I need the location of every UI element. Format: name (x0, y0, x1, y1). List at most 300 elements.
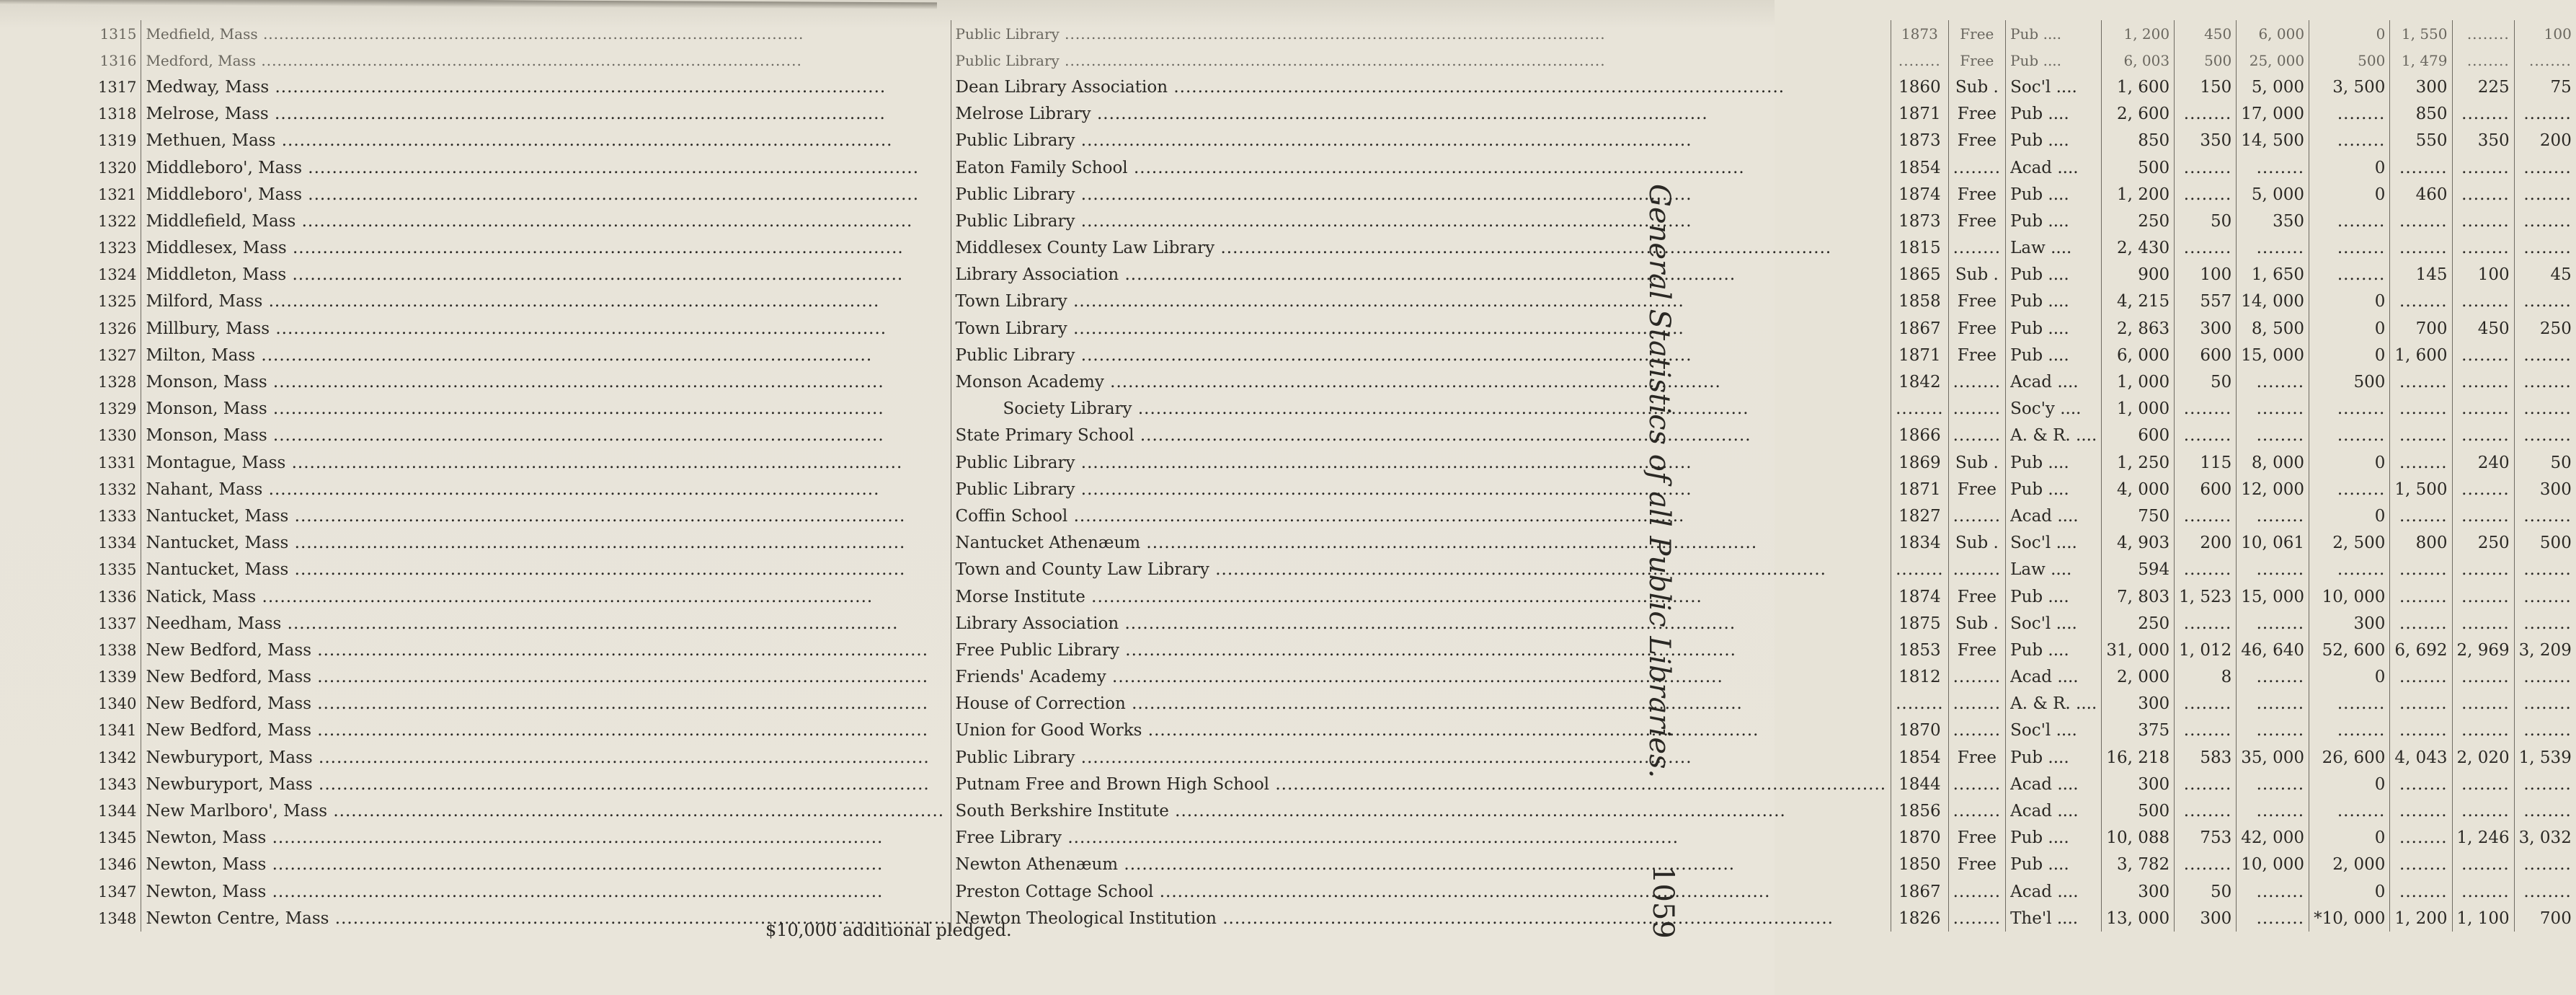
row-number: 1324 (94, 262, 141, 288)
books-cell: 2, 969 (2452, 637, 2514, 663)
value-cell (2237, 396, 2309, 423)
table-row (94, 396, 2576, 423)
page-top-edge (0, 0, 937, 9)
expenditure-cell (2390, 610, 2452, 637)
value-cell: 14, 000 (2237, 288, 2309, 315)
empty-cell-dots (2399, 828, 2448, 847)
leader-dots: .... (2043, 185, 2069, 204)
pamphlets-cell (2175, 181, 2237, 208)
library-name-cell: Coffin School ..... (951, 503, 1891, 529)
empty-cell-dots (2257, 721, 2305, 740)
books-cell (2452, 878, 2514, 905)
class-cell: Soc'l .... (2006, 610, 2102, 637)
empty-cell-dots (2523, 883, 2572, 901)
books-cell: 250 (2452, 530, 2514, 557)
fund-cell: 500 (2309, 368, 2390, 395)
fund-cell: 52, 600 (2309, 637, 2390, 663)
leader-dots: .... (2051, 534, 2077, 553)
value-cell (2237, 771, 2309, 797)
fund-cell: 0 (2309, 825, 2390, 852)
leader-dots (302, 185, 919, 204)
leader-dots (288, 534, 905, 552)
place-cell: Monson, Mass ..... (141, 368, 951, 395)
value-cell: 15, 000 (2237, 583, 2309, 610)
terms-cell: Free (1948, 852, 2006, 878)
table-row (94, 637, 2576, 663)
other-cell (2514, 235, 2576, 262)
empty-cell-dots (2184, 694, 2232, 713)
place-cell: Newton, Mass ..... (141, 825, 951, 852)
table-row (94, 852, 2576, 878)
class-cell: Law .... (2006, 557, 2102, 583)
row-number: 1332 (94, 476, 141, 503)
terms-cell: Free (1948, 20, 2006, 47)
leader-dots (267, 399, 884, 418)
pamphlets-cell (2175, 503, 2237, 529)
other-cell (2514, 181, 2576, 208)
table-row (94, 208, 2576, 234)
empty-cell-dots (2523, 159, 2572, 177)
leader-dots (266, 883, 883, 901)
fund-cell: 0 (2309, 342, 2390, 368)
other-cell: 3, 032 (2518, 828, 2572, 848)
volumes-cell: 6, 000 (2102, 342, 2175, 368)
terms-cell: Free (1948, 825, 2006, 852)
library-name-cell: Melrose Library ..... (951, 101, 1891, 128)
leader-dots (266, 855, 883, 874)
library-name-cell: Library Association ..... (951, 610, 1891, 637)
class-cell: A. & R. .... (2006, 691, 2102, 717)
other-cell (2514, 717, 2576, 744)
leader-dots (313, 748, 930, 767)
empty-cell-dots (2523, 212, 2572, 231)
empty-cell-dots (2461, 399, 2510, 418)
empty-cell-dots (2523, 105, 2572, 123)
row-number: 1343 (94, 771, 141, 797)
pamphlets-cell: 50 (2175, 368, 2237, 395)
empty-cell-dots (2461, 346, 2510, 365)
table-row (94, 368, 2576, 395)
empty-cell-dots (2461, 185, 2510, 204)
empty-cell-dots (2257, 426, 2305, 445)
row-number: 1338 (94, 637, 141, 663)
terms-cell: Free (1948, 101, 2006, 128)
expenditure-cell (2390, 797, 2452, 824)
books-cell (2452, 288, 2514, 315)
books-cell (2452, 208, 2514, 234)
class-cell: Acad .... (2006, 878, 2102, 905)
table-row (94, 342, 2576, 368)
leader-dots (256, 588, 873, 606)
year-cell: 1844 (1891, 771, 1949, 797)
leader-dots (1060, 52, 1606, 69)
leader-dots (256, 52, 802, 69)
value-cell (2237, 905, 2309, 932)
library-name-cell: Friends' Academy ..... (951, 664, 1891, 691)
books-cell (2452, 691, 2514, 717)
empty-cell-dots (2399, 588, 2448, 606)
empty-cell-dots (1953, 239, 2002, 257)
empty-cell-dots (1953, 775, 2002, 794)
year-cell: 1856 (1891, 797, 1949, 824)
leader-dots: .... (2043, 211, 2069, 231)
year-cell: 1873 (1891, 20, 1949, 47)
class-cell: Pub .... (2006, 583, 2102, 610)
row-number: 1345 (94, 825, 141, 852)
place-cell: New Bedford, Mass ..... (141, 664, 951, 691)
empty-cell-dots (2523, 855, 2572, 874)
fund-cell: 500 (2309, 47, 2390, 74)
books-cell (2452, 235, 2514, 262)
row-number: 1348 (94, 905, 141, 932)
empty-cell-dots (2523, 802, 2572, 821)
empty-cell-dots (2529, 52, 2572, 69)
place-cell: Newton, Mass ..... (141, 852, 951, 878)
library-name-cell: Newton Theological Institution ..... (951, 905, 1891, 932)
table-row (94, 717, 2576, 744)
leader-dots (311, 668, 928, 686)
year-cell: 1826 (1891, 905, 1949, 932)
terms-cell (1948, 771, 2006, 797)
row-number: 1344 (94, 797, 141, 824)
books-cell: 2, 020 (2452, 744, 2514, 771)
leader-dots (313, 775, 930, 794)
empty-cell-dots (2257, 802, 2305, 821)
empty-cell-dots (2523, 614, 2572, 633)
empty-cell-dots (2184, 560, 2232, 579)
other-cell (2514, 423, 2576, 449)
empty-cell-dots (1953, 373, 2002, 392)
row-number: 1326 (94, 315, 141, 342)
books-cell (2452, 423, 2514, 449)
empty-cell-dots (2523, 694, 2572, 713)
value-cell: 8, 500 (2237, 315, 2309, 342)
terms-cell: Free (1948, 288, 2006, 315)
empty-cell-dots (2399, 560, 2448, 579)
class-cell: Pub .... (2006, 852, 2102, 878)
table-row (94, 503, 2576, 529)
other-cell: 100 (2544, 25, 2572, 43)
class-cell: Soc'l .... (2006, 74, 2102, 100)
year-cell: 1869 (1891, 449, 1949, 476)
empty-cell-dots (2184, 614, 2232, 633)
table-row (94, 235, 2576, 262)
row-number: 1317 (94, 74, 141, 100)
value-cell (2237, 503, 2309, 529)
other-cell: 500 (2539, 534, 2572, 553)
fund-cell (2309, 208, 2390, 234)
leader-dots (270, 319, 887, 338)
empty-cell-dots (2461, 694, 2510, 713)
terms-cell: Free (1948, 744, 2006, 771)
empty-cell-dots (2257, 614, 2305, 633)
expenditure-cell: 800 (2390, 530, 2452, 557)
expenditure-cell (2390, 664, 2452, 691)
library-name-cell: Public Library ..... (951, 128, 1891, 154)
class-cell: Soc'l .... (2006, 717, 2102, 744)
empty-cell-dots (2399, 883, 2448, 901)
leader-dots (286, 265, 903, 284)
fund-cell: 0 (2309, 181, 2390, 208)
expenditure-cell: 1, 479 (2390, 47, 2452, 74)
place-cell: Nantucket, Mass ..... (141, 503, 951, 529)
place-cell: New Marlboro', Mass ..... (141, 797, 951, 824)
leader-dots (267, 426, 884, 445)
place-cell: Millbury, Mass ..... (141, 315, 951, 342)
leader-dots: .... (2043, 587, 2069, 606)
leader-dots (302, 159, 919, 177)
leader-dots: .... (2051, 614, 2077, 633)
volumes-cell: 1, 000 (2102, 368, 2175, 395)
empty-cell-dots (2399, 507, 2448, 526)
books-cell (2452, 181, 2514, 208)
expenditure-cell: 6, 692 (2390, 637, 2452, 663)
empty-cell-dots (2399, 454, 2448, 472)
place-cell: New Bedford, Mass ..... (141, 717, 951, 744)
value-cell (2237, 797, 2309, 824)
empty-cell-dots (2184, 507, 2232, 526)
expenditure-cell (2390, 154, 2452, 181)
books-cell (2452, 20, 2514, 47)
value-cell: 14, 500 (2237, 128, 2309, 154)
fund-cell: 0 (2309, 771, 2390, 797)
empty-cell-dots (2523, 588, 2572, 606)
other-cell (2514, 664, 2576, 691)
empty-cell-dots (2184, 426, 2232, 445)
expenditure-cell (2390, 396, 2452, 423)
leader-dots (1091, 105, 1708, 123)
other-cell: 3, 209 (2518, 640, 2572, 660)
row-number: 1337 (94, 610, 141, 637)
class-cell: The'l .... (2006, 905, 2102, 932)
terms-cell (1948, 557, 2006, 583)
other-cell: 250 (2539, 319, 2572, 338)
row-number: 1319 (94, 128, 141, 154)
library-name-cell: Preston Cottage School ..... (951, 878, 1891, 905)
empty-cell-dots (2461, 105, 2510, 123)
volumes-cell: 2, 600 (2102, 101, 2175, 128)
value-cell: 8, 000 (2237, 449, 2309, 476)
leader-dots: .... (2052, 882, 2079, 901)
table-row (94, 691, 2576, 717)
leader-dots (1209, 560, 1826, 579)
place-cell: New Bedford, Mass ..... (141, 637, 951, 663)
library-name-cell: Library Association ..... (951, 262, 1891, 288)
leader-dots (1075, 346, 1692, 365)
pamphlets-cell: 50 (2175, 208, 2237, 234)
leader-dots (1128, 159, 1745, 177)
terms-cell: Free (1948, 342, 2006, 368)
empty-cell-dots (1896, 694, 1944, 713)
leader-dots: .... (2043, 105, 2069, 124)
year-cell: 1874 (1891, 181, 1949, 208)
class-cell: Acad .... (2006, 368, 2102, 395)
year-cell (1891, 557, 1949, 583)
year-cell: 1870 (1891, 825, 1949, 852)
table-row (94, 583, 2576, 610)
other-cell (2514, 610, 2576, 637)
other-cell (2514, 557, 2576, 583)
place-cell: Newton, Mass ..... (141, 878, 951, 905)
empty-cell-dots (2461, 480, 2510, 499)
leader-dots: .... (2043, 640, 2069, 660)
library-name-cell: Public Library ..... (951, 181, 1891, 208)
books-cell (2452, 396, 2514, 423)
table-row (94, 423, 2576, 449)
empty-cell-dots (2523, 185, 2572, 204)
place-cell: Melrose, Mass ..... (141, 101, 951, 128)
year-cell: 1866 (1891, 423, 1949, 449)
empty-cell-dots (1953, 399, 2002, 418)
library-name-cell: Society Library ..... (951, 396, 1891, 423)
empty-cell-dots (2523, 239, 2572, 257)
leader-dots: .... (2052, 506, 2079, 526)
leader-dots (1067, 292, 1684, 311)
leader-dots: .... (2051, 721, 2077, 740)
leader-dots: .... (2052, 802, 2079, 821)
class-cell: Pub .... (2006, 262, 2102, 288)
leader-dots (1217, 909, 1834, 928)
empty-cell-dots (2461, 426, 2510, 445)
expenditure-cell (2390, 852, 2452, 878)
volumes-cell: 375 (2102, 717, 2175, 744)
table-row (94, 101, 2576, 128)
empty-cell-dots (2257, 399, 2305, 418)
empty-cell-dots (2461, 507, 2510, 526)
volumes-cell: 300 (2102, 771, 2175, 797)
table-row (94, 74, 2576, 100)
value-cell: 350 (2237, 208, 2309, 234)
empty-cell-dots (2257, 560, 2305, 579)
books-cell (2452, 717, 2514, 744)
place-cell: Natick, Mass ..... (141, 583, 951, 610)
expenditure-cell (2390, 288, 2452, 315)
row-number: 1335 (94, 557, 141, 583)
expenditure-cell: 1, 600 (2390, 342, 2452, 368)
volumes-cell: 250 (2102, 610, 2175, 637)
value-cell: 1, 650 (2237, 262, 2309, 288)
other-cell (2514, 288, 2576, 315)
books-cell (2452, 342, 2514, 368)
expenditure-cell (2390, 717, 2452, 744)
place-cell: New Bedford, Mass ..... (141, 691, 951, 717)
place-cell: Medford, Mass ..... (141, 47, 951, 74)
volumes-cell: 31, 000 (2102, 637, 2175, 663)
empty-cell-dots (2399, 775, 2448, 794)
empty-cell-dots (1953, 668, 2002, 686)
row-number: 1321 (94, 181, 141, 208)
empty-cell-dots (2184, 159, 2232, 177)
empty-cell-dots (2461, 239, 2510, 257)
library-name-cell: Free Library ..... (951, 825, 1891, 852)
empty-cell-dots (2461, 292, 2510, 311)
terms-cell (1948, 691, 2006, 717)
table-row (94, 449, 2576, 476)
value-cell: 35, 000 (2237, 744, 2309, 771)
fund-cell: 0 (2309, 878, 2390, 905)
other-cell: 700 (2539, 908, 2572, 928)
terms-cell (1948, 905, 2006, 932)
empty-cell-dots (2184, 775, 2232, 794)
empty-cell-dots (2461, 802, 2510, 821)
place-cell: Milton, Mass ..... (141, 342, 951, 368)
expenditure-cell: 550 (2390, 128, 2452, 154)
empty-cell-dots (2461, 775, 2510, 794)
fund-cell: 0 (2309, 288, 2390, 315)
empty-cell-dots (2461, 560, 2510, 579)
fund-cell (2309, 797, 2390, 824)
pamphlets-cell (2175, 154, 2237, 181)
empty-cell-dots (2523, 292, 2572, 311)
library-name-cell: Union for Good Works ..... (951, 717, 1891, 744)
table-row (94, 744, 2576, 771)
place-cell: Medway, Mass ..... (141, 74, 951, 100)
class-cell: Soc'y .... (2006, 396, 2102, 423)
expenditure-cell: 850 (2390, 101, 2452, 128)
pamphlets-cell (2175, 852, 2237, 878)
library-name-cell: Eaton Family School ..... (951, 154, 1891, 181)
leader-dots (1075, 131, 1692, 150)
class-cell: Acad .... (2006, 797, 2102, 824)
value-cell (2237, 664, 2309, 691)
fund-cell (2309, 101, 2390, 128)
pamphlets-cell: 500 (2175, 47, 2237, 74)
place-cell: Nahant, Mass ..... (141, 476, 951, 503)
empty-cell-dots (2257, 883, 2305, 901)
terms-cell: Free (1948, 128, 2006, 154)
volumes-cell: 750 (2102, 503, 2175, 529)
terms-cell: Sub . (1948, 74, 2006, 100)
year-cell: 1875 (1891, 610, 1949, 637)
volumes-cell: 13, 000 (2102, 905, 2175, 932)
fund-cell (2309, 396, 2390, 423)
table-row (94, 315, 2576, 342)
expenditure-cell: 460 (2390, 181, 2452, 208)
library-name-cell: Town Library ..... (951, 315, 1891, 342)
leader-dots: .... (2038, 25, 2062, 43)
volumes-cell: 2, 863 (2102, 315, 2175, 342)
empty-cell-dots (1953, 802, 2002, 821)
volumes-cell: 300 (2102, 691, 2175, 717)
empty-cell-dots (2399, 802, 2448, 821)
fund-cell (2309, 476, 2390, 503)
empty-cell-dots (2399, 855, 2448, 874)
class-cell: Pub .... (2006, 47, 2102, 74)
volumes-cell: 1, 200 (2102, 181, 2175, 208)
value-cell (2237, 878, 2309, 905)
leader-dots (311, 721, 928, 740)
leader-dots (281, 614, 898, 633)
fund-cell: 2, 500 (2309, 530, 2390, 557)
volumes-cell: 1, 000 (2102, 396, 2175, 423)
value-cell (2237, 154, 2309, 181)
table-row (94, 905, 2576, 932)
terms-cell: Sub . (1948, 262, 2006, 288)
value-cell (2237, 423, 2309, 449)
leader-dots (1106, 668, 1723, 686)
leader-dots: .... (2070, 426, 2097, 446)
class-cell: Acad .... (2006, 154, 2102, 181)
class-cell: Pub .... (2006, 128, 2102, 154)
terms-cell: Free (1948, 315, 2006, 342)
empty-cell-dots (2257, 159, 2305, 177)
row-number: 1347 (94, 878, 141, 905)
expenditure-cell (2390, 878, 2452, 905)
table-row (94, 288, 2576, 315)
value-cell: 12, 000 (2237, 476, 2309, 503)
value-cell: 6, 000 (2237, 20, 2309, 47)
year-cell: 1865 (1891, 262, 1949, 288)
